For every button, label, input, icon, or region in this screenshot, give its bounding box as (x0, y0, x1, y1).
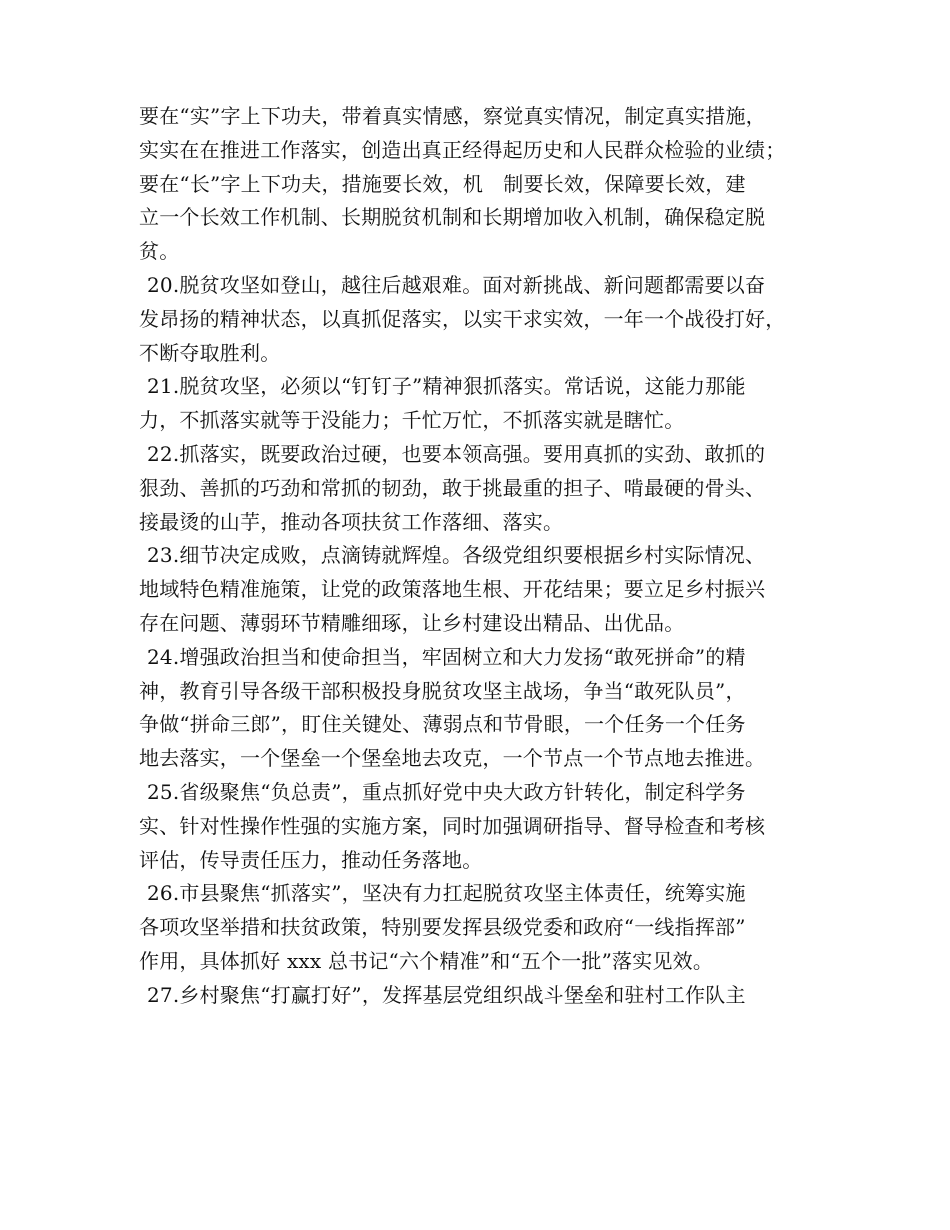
paragraph-start-line: 26.市县聚焦“抓落实”，坚决有力扛起脱贫攻坚主体责任，统筹实施 (147, 881, 746, 906)
paragraph-start-line: 25.省级聚焦“负总责”，重点抓好党中央大政方针转化，制定科学务 (147, 779, 746, 804)
text-line: 地去落实，一个堡垒一个堡垒地去攻克，一个节点一个节点地去推进。 (139, 746, 766, 771)
paragraph-start-line: 23.细节决定成败，点滴铸就辉煌。各级党组织要根据乡村实际情况、 (147, 543, 766, 568)
text-line: 争做“拼命三郎”，盯住关键处、薄弱点和节骨眼，一个任务一个任务 (139, 712, 746, 737)
text-line: 发昂扬的精神状态，以真抓促落实，以实干求实效，一年一个战役打好， (139, 306, 786, 331)
text-line: 要在“实”字上下功夫，带着真实情感，察觉真实情况，制定真实措施， (139, 104, 766, 128)
text-line: 各项攻坚举措和扶贫政策，特别要发挥县级党委和政府“一线指挥部” (139, 915, 746, 940)
text-line: 力，不抓落实就等于没能力；千忙万忙，不抓落实就是瞎忙。 (139, 408, 685, 433)
paragraph-start-line: 22.抓落实，既要政治过硬，也要本领高强。要用真抓的实劲、敢抓的 (147, 441, 766, 466)
paragraph-start-line: 21.脱贫攻坚，必须以“钉钉子”精神狠抓落实。常话说，这能力那能 (147, 374, 746, 399)
paragraph-start-line: 20.脱贫攻坚如登山，越往后越艰难。面对新挑战、新问题都需要以奋 (147, 272, 766, 297)
text-line: 贫。 (139, 239, 180, 264)
text-line: 存在问题、薄弱环节精雕细琢，让乡村建设出精品、出优品。 (139, 610, 685, 635)
text-line: 不断夺取胜利。 (139, 340, 281, 365)
body-text (139, 100, 819, 1013)
text-line: 接最烫的山芋，推动各项扶贫工作落细、落实。 (139, 509, 564, 534)
paragraph-start-line: 24.增强政治担当和使命担当，牢固树立和大力发扬“敢死拼命”的精 (147, 644, 746, 669)
text-line: 实实在在推进工作落实，创造出真正经得起历史和人民群众检验的业绩； (139, 137, 786, 162)
paragraph-start-line: 27.乡村聚焦“打赢打好”，发挥基层党组织战斗堡垒和驻村工作队主 (147, 982, 746, 1007)
text-line: 评估，传导责任压力，推动任务落地。 (139, 847, 483, 872)
text-line: 地域特色精准施策，让党的政策落地生根、开花结果；要立足乡村振兴 (139, 577, 766, 602)
text-line: 立一个长效工作机制、长期脱贫机制和长期增加收入机制，确保稳定脱 (139, 205, 766, 230)
text-line: 神，教育引导各级干部积极投身脱贫攻坚主战场，争当“敢死队员”， (139, 678, 746, 703)
text-line: 作用，具体抓好 xxx 总书记“六个精准”和“五个一批”落实见效。 (139, 948, 714, 973)
text-line: 实、针对性操作性强的实施方案，同时加强调研指导、督导检查和考核 (139, 813, 766, 838)
text-line: 狠劲、善抓的巧劲和常抓的韧劲，敢于挑最重的担子、啃最硬的骨头、 (139, 475, 766, 500)
text-line: 要在“长”字上下功夫，措施要长效，机 制要长效，保障要长效，建 (139, 171, 746, 196)
